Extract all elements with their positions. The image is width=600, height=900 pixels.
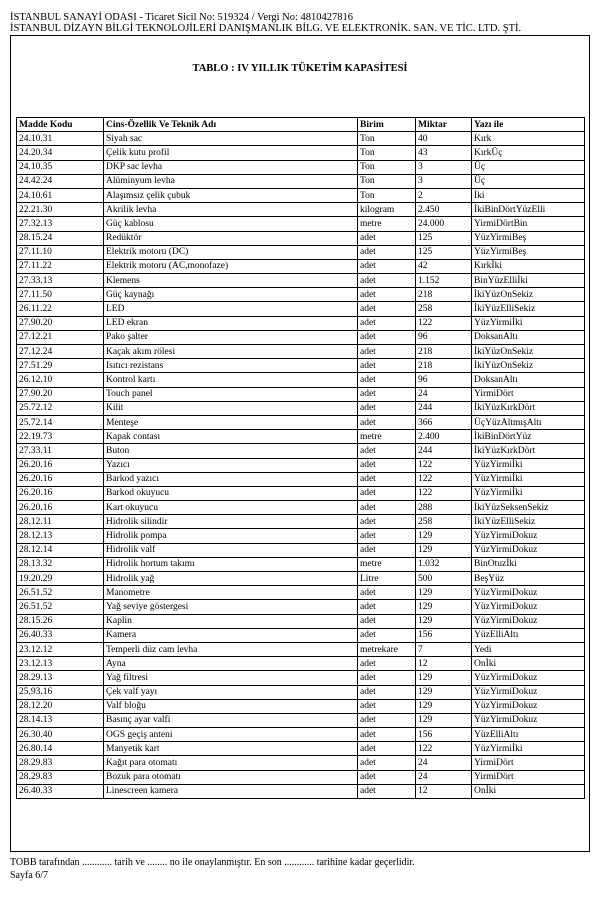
cell-madde-kodu: 26.51.52	[17, 586, 104, 600]
cell-birim: kilogram	[358, 203, 416, 217]
table-row	[17, 657, 585, 671]
cell-miktar: 129	[416, 685, 472, 699]
table-row	[17, 671, 585, 685]
cell-madde-kodu: 26.11.22	[17, 302, 104, 316]
cell-miktar: 12	[416, 657, 472, 671]
cell-cins: Elektrik motoru (AC,monofaze)	[104, 259, 358, 273]
cell-madde-kodu: 26.51.52	[17, 600, 104, 614]
cell-yazi-ile: İkiYüzOnSekiz	[472, 288, 585, 302]
table-row	[17, 515, 585, 529]
table-row	[17, 472, 585, 486]
table-row	[17, 557, 585, 571]
header-yazi-ile: Yazı ile	[472, 118, 585, 132]
cell-cins: Pako şalter	[104, 330, 358, 344]
cell-birim: Ton	[358, 174, 416, 188]
cell-birim: adet	[358, 600, 416, 614]
cell-madde-kodu: 28.12.13	[17, 529, 104, 543]
cell-cins: Güç kaynağı	[104, 288, 358, 302]
cell-yazi-ile: YüzYirmiİki	[472, 742, 585, 756]
document-footer	[10, 856, 590, 882]
cell-cins: Klemens	[104, 274, 358, 288]
cell-madde-kodu: 28.12.14	[17, 543, 104, 557]
cell-yazi-ile: İkiBinDörtYüz	[472, 430, 585, 444]
cell-birim: adet	[358, 671, 416, 685]
table-row	[17, 217, 585, 231]
cell-miktar: 129	[416, 529, 472, 543]
cell-miktar: 125	[416, 245, 472, 259]
cell-miktar: 125	[416, 231, 472, 245]
table-row	[17, 401, 585, 415]
cell-madde-kodu: 26.20.16	[17, 458, 104, 472]
cell-madde-kodu: 27.51.29	[17, 359, 104, 373]
cell-madde-kodu: 27.33.11	[17, 444, 104, 458]
cell-madde-kodu: 28.12.11	[17, 515, 104, 529]
cell-miktar: 156	[416, 628, 472, 642]
cell-birim: adet	[358, 543, 416, 557]
cell-madde-kodu: 28.13.32	[17, 557, 104, 571]
cell-madde-kodu: 28.29.83	[17, 770, 104, 784]
cell-madde-kodu: 27.11.50	[17, 288, 104, 302]
cell-miktar: 218	[416, 288, 472, 302]
cell-yazi-ile: Yedi	[472, 642, 585, 656]
cell-cins: Bozuk para otomatı	[104, 770, 358, 784]
cell-madde-kodu: 28.29.13	[17, 671, 104, 685]
cell-miktar: 96	[416, 373, 472, 387]
cell-cins: Alüminyum levha	[104, 174, 358, 188]
cell-yazi-ile: YüzYirmiDokuz	[472, 614, 585, 628]
cell-birim: adet	[358, 472, 416, 486]
cell-madde-kodu: 26.20.16	[17, 472, 104, 486]
cell-miktar: 2.450	[416, 203, 472, 217]
cell-birim: adet	[358, 515, 416, 529]
table-row	[17, 316, 585, 330]
cell-cins: Kilit	[104, 401, 358, 415]
cell-yazi-ile: ÜçYüzAltmışAltı	[472, 415, 585, 429]
cell-madde-kodu: 24.10.35	[17, 160, 104, 174]
cell-miktar: 288	[416, 501, 472, 515]
cell-miktar: 122	[416, 458, 472, 472]
cell-miktar: 1.032	[416, 557, 472, 571]
table-row	[17, 501, 585, 515]
cell-miktar: 129	[416, 713, 472, 727]
cell-yazi-ile: YirmiDört	[472, 387, 585, 401]
cell-miktar: 218	[416, 345, 472, 359]
page-title: TABLO : IV YILLIK TÜKETİM KAPASİTESİ	[192, 63, 408, 74]
cell-cins: LED ekran	[104, 316, 358, 330]
table-row	[17, 259, 585, 273]
cell-miktar: 156	[416, 728, 472, 742]
cell-yazi-ile: YüzYirmiDokuz	[472, 529, 585, 543]
cell-yazi-ile: İkiYüzElliSekiz	[472, 515, 585, 529]
cell-yazi-ile: İkiYüzElliSekiz	[472, 302, 585, 316]
cell-madde-kodu: 27.11.10	[17, 245, 104, 259]
table-row	[17, 188, 585, 202]
cell-miktar: 1.152	[416, 274, 472, 288]
table-row	[17, 486, 585, 500]
cell-yazi-ile: YüzElliAltı	[472, 628, 585, 642]
cell-birim: adet	[358, 316, 416, 330]
cell-miktar: 244	[416, 444, 472, 458]
table-row	[17, 699, 585, 713]
cell-miktar: 218	[416, 359, 472, 373]
table-row	[17, 529, 585, 543]
cell-miktar: 129	[416, 543, 472, 557]
cell-birim: Ton	[358, 146, 416, 160]
cell-birim: adet	[358, 713, 416, 727]
document-header	[10, 12, 590, 34]
cell-miktar: 24.000	[416, 217, 472, 231]
cell-miktar: 96	[416, 330, 472, 344]
cell-cins: Kart okuyucu	[104, 501, 358, 515]
cell-cins: Kapak contası	[104, 430, 358, 444]
table-row	[17, 160, 585, 174]
cell-madde-kodu: 23.12.13	[17, 657, 104, 671]
table-row	[17, 756, 585, 770]
capacity-table	[16, 117, 585, 799]
approval-note: TOBB tarafından ............ tarih ve ........ no ile onaylanmıştır. En son ............ tarihine kadar geçerlidir.	[10, 857, 415, 868]
cell-birim: Litre	[358, 572, 416, 586]
cell-yazi-ile: YüzYirmiDokuz	[472, 699, 585, 713]
cell-cins: Linescreen kamera	[104, 784, 358, 798]
cell-birim: adet	[358, 784, 416, 798]
cell-birim: adet	[358, 742, 416, 756]
cell-yazi-ile: YüzYirmiDokuz	[472, 685, 585, 699]
cell-miktar: 129	[416, 586, 472, 600]
cell-cins: Yazıcı	[104, 458, 358, 472]
cell-madde-kodu: 27.12.24	[17, 345, 104, 359]
cell-cins: DKP sac levha	[104, 160, 358, 174]
cell-cins: LED	[104, 302, 358, 316]
cell-cins: Kamera	[104, 628, 358, 642]
cell-birim: adet	[358, 245, 416, 259]
cell-miktar: 258	[416, 515, 472, 529]
table-row	[17, 742, 585, 756]
header-madde-kodu: Madde Kodu	[17, 118, 104, 132]
cell-cins: Güç kablosu	[104, 217, 358, 231]
cell-miktar: 42	[416, 259, 472, 273]
cell-yazi-ile: BeşYüz	[472, 572, 585, 586]
cell-birim: Ton	[358, 132, 416, 146]
cell-birim: adet	[358, 501, 416, 515]
table-row	[17, 387, 585, 401]
cell-cins: Yağ seviye göstergesi	[104, 600, 358, 614]
cell-yazi-ile: Üç	[472, 174, 585, 188]
cell-yazi-ile: DoksanAltı	[472, 330, 585, 344]
cell-madde-kodu: 27.33.13	[17, 274, 104, 288]
table-row	[17, 359, 585, 373]
table-row	[17, 784, 585, 798]
cell-miktar: 40	[416, 132, 472, 146]
cell-miktar: 122	[416, 742, 472, 756]
cell-yazi-ile: Üç	[472, 160, 585, 174]
cell-madde-kodu: 27.90.20	[17, 316, 104, 330]
cell-cins: Hidrolik valf	[104, 543, 358, 557]
cell-cins: Isıtıcı rezistans	[104, 359, 358, 373]
cell-cins: Manyetik kart	[104, 742, 358, 756]
cell-madde-kodu: 24.20.34	[17, 146, 104, 160]
header-cins: Cins-Özellik Ve Teknik Adı	[104, 118, 358, 132]
cell-cins: Basınç ayar valfi	[104, 713, 358, 727]
table-row	[17, 274, 585, 288]
cell-yazi-ile: Kırkİki	[472, 259, 585, 273]
table-row	[17, 614, 585, 628]
cell-cins: Elektrik motoru (DC)	[104, 245, 358, 259]
cell-birim: adet	[358, 657, 416, 671]
cell-madde-kodu: 25.93.16	[17, 685, 104, 699]
cell-yazi-ile: BinOtuzİki	[472, 557, 585, 571]
page-number: Sayfa 6/7	[10, 870, 49, 881]
cell-yazi-ile: YüzYirmiDokuz	[472, 543, 585, 557]
table-row	[17, 572, 585, 586]
cell-miktar: 2	[416, 188, 472, 202]
cell-cins: Kontrol kartı	[104, 373, 358, 387]
cell-yazi-ile: DoksanAltı	[472, 373, 585, 387]
cell-miktar: 129	[416, 614, 472, 628]
cell-cins: Yağ filtresi	[104, 671, 358, 685]
cell-birim: metre	[358, 557, 416, 571]
cell-yazi-ile: YirmiDört	[472, 770, 585, 784]
cell-birim: adet	[358, 259, 416, 273]
table-row	[17, 600, 585, 614]
cell-cins: Touch panel	[104, 387, 358, 401]
table-row	[17, 288, 585, 302]
cell-miktar: 366	[416, 415, 472, 429]
cell-cins: Alaşımsız çelik çubuk	[104, 188, 358, 202]
cell-miktar: 122	[416, 486, 472, 500]
cell-miktar: 2.400	[416, 430, 472, 444]
cell-madde-kodu: 26.12.10	[17, 373, 104, 387]
cell-madde-kodu: 27.32.13	[17, 217, 104, 231]
cell-birim: Ton	[358, 188, 416, 202]
cell-madde-kodu: 26.20.16	[17, 501, 104, 515]
table-row	[17, 430, 585, 444]
cell-madde-kodu: 24.10.31	[17, 132, 104, 146]
cell-madde-kodu: 28.14.13	[17, 713, 104, 727]
table-body	[17, 132, 585, 799]
cell-madde-kodu: 28.15.26	[17, 614, 104, 628]
cell-birim: adet	[358, 330, 416, 344]
cell-birim: adet	[358, 586, 416, 600]
cell-miktar: 7	[416, 642, 472, 656]
cell-cins: Manometre	[104, 586, 358, 600]
cell-birim: adet	[358, 458, 416, 472]
table-row	[17, 628, 585, 642]
cell-yazi-ile: İkiYüzOnSekiz	[472, 345, 585, 359]
table-row	[17, 345, 585, 359]
cell-yazi-ile: YirmiDört	[472, 756, 585, 770]
cell-miktar: 3	[416, 174, 472, 188]
cell-madde-kodu: 26.40.33	[17, 784, 104, 798]
cell-miktar: 244	[416, 401, 472, 415]
cell-madde-kodu: 28.12.20	[17, 699, 104, 713]
table-row	[17, 543, 585, 557]
cell-madde-kodu: 28.29.83	[17, 756, 104, 770]
table-row	[17, 132, 585, 146]
cell-miktar: 129	[416, 671, 472, 685]
cell-birim: adet	[358, 699, 416, 713]
cell-miktar: 258	[416, 302, 472, 316]
cell-birim: adet	[358, 728, 416, 742]
table-row	[17, 586, 585, 600]
cell-yazi-ile: YüzYirmiDokuz	[472, 713, 585, 727]
cell-miktar: 24	[416, 387, 472, 401]
cell-birim: adet	[358, 444, 416, 458]
cell-yazi-ile: YirmiDörtBin	[472, 217, 585, 231]
cell-birim: adet	[358, 288, 416, 302]
cell-birim: adet	[358, 614, 416, 628]
cell-yazi-ile: Kırk	[472, 132, 585, 146]
cell-miktar: 122	[416, 316, 472, 330]
cell-birim: adet	[358, 401, 416, 415]
cell-cins: Kağıt para otomatı	[104, 756, 358, 770]
cell-birim: adet	[358, 770, 416, 784]
cell-birim: adet	[358, 756, 416, 770]
cell-cins: Menteşe	[104, 415, 358, 429]
cell-birim: adet	[358, 685, 416, 699]
cell-yazi-ile: Onİki	[472, 657, 585, 671]
cell-madde-kodu: 26.20.16	[17, 486, 104, 500]
cell-birim: Ton	[358, 160, 416, 174]
header-line-chamber: İSTANBUL SANAYİ ODASI - Ticaret Sicil No: 519324 / Vergi No: 4810427816	[10, 12, 354, 23]
cell-miktar: 129	[416, 699, 472, 713]
table-row	[17, 458, 585, 472]
cell-yazi-ile: YüzYirmiDokuz	[472, 586, 585, 600]
cell-cins: Hidrolik hortum takımı	[104, 557, 358, 571]
cell-cins: Buton	[104, 444, 358, 458]
cell-birim: adet	[358, 628, 416, 642]
cell-yazi-ile: YüzYirmiİki	[472, 458, 585, 472]
cell-birim: adet	[358, 231, 416, 245]
cell-birim: metre	[358, 217, 416, 231]
cell-yazi-ile: İkiYüzKırkDört	[472, 401, 585, 415]
table-row	[17, 203, 585, 217]
cell-madde-kodu: 27.12.21	[17, 330, 104, 344]
cell-yazi-ile: YüzYirmiİki	[472, 486, 585, 500]
cell-madde-kodu: 25.72.12	[17, 401, 104, 415]
table-row	[17, 231, 585, 245]
cell-madde-kodu: 19.20.29	[17, 572, 104, 586]
cell-cins: Kaçak akım rölesi	[104, 345, 358, 359]
cell-birim: metre	[358, 430, 416, 444]
table-row	[17, 713, 585, 727]
cell-miktar: 12	[416, 784, 472, 798]
table-row	[17, 373, 585, 387]
cell-cins: Barkod yazıcı	[104, 472, 358, 486]
cell-madde-kodu: 26.30.40	[17, 728, 104, 742]
cell-miktar: 500	[416, 572, 472, 586]
cell-birim: adet	[358, 415, 416, 429]
cell-cins: Hidrolik pompa	[104, 529, 358, 543]
cell-madde-kodu: 22.21.30	[17, 203, 104, 217]
cell-miktar: 129	[416, 600, 472, 614]
cell-birim: adet	[358, 302, 416, 316]
cell-madde-kodu: 24.10.61	[17, 188, 104, 202]
cell-cins: Akrilik levha	[104, 203, 358, 217]
header-birim: Birim	[358, 118, 416, 132]
table-header-row	[17, 118, 585, 132]
table-frame	[10, 35, 590, 852]
table-row	[17, 728, 585, 742]
cell-yazi-ile: YüzYirmiDokuz	[472, 600, 585, 614]
table-row	[17, 642, 585, 656]
cell-madde-kodu: 28.15.24	[17, 231, 104, 245]
cell-yazi-ile: YüzYirmiİki	[472, 472, 585, 486]
cell-cins: Hidrolik silindir	[104, 515, 358, 529]
table-row	[17, 245, 585, 259]
cell-yazi-ile: YüzYirmiDokuz	[472, 671, 585, 685]
cell-madde-kodu: 27.11.22	[17, 259, 104, 273]
cell-yazi-ile: İkiBinDörtYüzElli	[472, 203, 585, 217]
cell-madde-kodu: 27.90.20	[17, 387, 104, 401]
cell-miktar: 43	[416, 146, 472, 160]
cell-cins: Siyah sac	[104, 132, 358, 146]
cell-yazi-ile: YüzElliAltı	[472, 728, 585, 742]
cell-birim: adet	[358, 359, 416, 373]
cell-cins: Hidrolik yağ	[104, 572, 358, 586]
table-row	[17, 770, 585, 784]
cell-madde-kodu: 26.80.14	[17, 742, 104, 756]
cell-yazi-ile: KırkÜç	[472, 146, 585, 160]
cell-miktar: 24	[416, 756, 472, 770]
cell-cins: Barkod okuyucu	[104, 486, 358, 500]
cell-cins: Kaplin	[104, 614, 358, 628]
cell-madde-kodu: 24.42.24	[17, 174, 104, 188]
cell-birim: adet	[358, 373, 416, 387]
table-row	[17, 415, 585, 429]
cell-cins: Çelik kutu profil	[104, 146, 358, 160]
cell-yazi-ile: İkiYüzSeksenSekiz	[472, 501, 585, 515]
cell-yazi-ile: İkiYüzOnSekiz	[472, 359, 585, 373]
cell-yazi-ile: YüzYirmiBeş	[472, 245, 585, 259]
header-miktar: Miktar	[416, 118, 472, 132]
cell-cins: Redüktör	[104, 231, 358, 245]
table-row	[17, 174, 585, 188]
cell-birim: adet	[358, 345, 416, 359]
cell-cins: Valf bloğu	[104, 699, 358, 713]
table-row	[17, 444, 585, 458]
cell-birim: adet	[358, 486, 416, 500]
cell-birim: adet	[358, 529, 416, 543]
table-row	[17, 685, 585, 699]
cell-miktar: 3	[416, 160, 472, 174]
cell-cins: OGS geçiş anteni	[104, 728, 358, 742]
cell-birim: adet	[358, 387, 416, 401]
table-row	[17, 330, 585, 344]
cell-madde-kodu: 23.12.12	[17, 642, 104, 656]
cell-yazi-ile: İkiYüzKırkDört	[472, 444, 585, 458]
header-line-company: İSTANBUL DİZAYN BİLGİ TEKNOLOJİLERİ DANIŞMANLIK BİLG. VE ELEKTRONİK. SAN. VE TİC. LTD. ŞTİ.	[10, 23, 522, 34]
cell-madde-kodu: 22.19.73	[17, 430, 104, 444]
cell-yazi-ile: BinYüzElliİki	[472, 274, 585, 288]
table-row	[17, 302, 585, 316]
cell-madde-kodu: 26.40.33	[17, 628, 104, 642]
cell-yazi-ile: YüzYirmiİki	[472, 316, 585, 330]
cell-yazi-ile: YüzYirmiBeş	[472, 231, 585, 245]
cell-cins: Ayna	[104, 657, 358, 671]
cell-madde-kodu: 25.72.14	[17, 415, 104, 429]
cell-cins: Temperli düz cam levha	[104, 642, 358, 656]
cell-cins: Çek valf yayı	[104, 685, 358, 699]
cell-birim: metrekare	[358, 642, 416, 656]
table-row	[17, 146, 585, 160]
cell-yazi-ile: İki	[472, 188, 585, 202]
cell-yazi-ile: Onİki	[472, 784, 585, 798]
cell-miktar: 24	[416, 770, 472, 784]
cell-miktar: 122	[416, 472, 472, 486]
cell-birim: adet	[358, 274, 416, 288]
